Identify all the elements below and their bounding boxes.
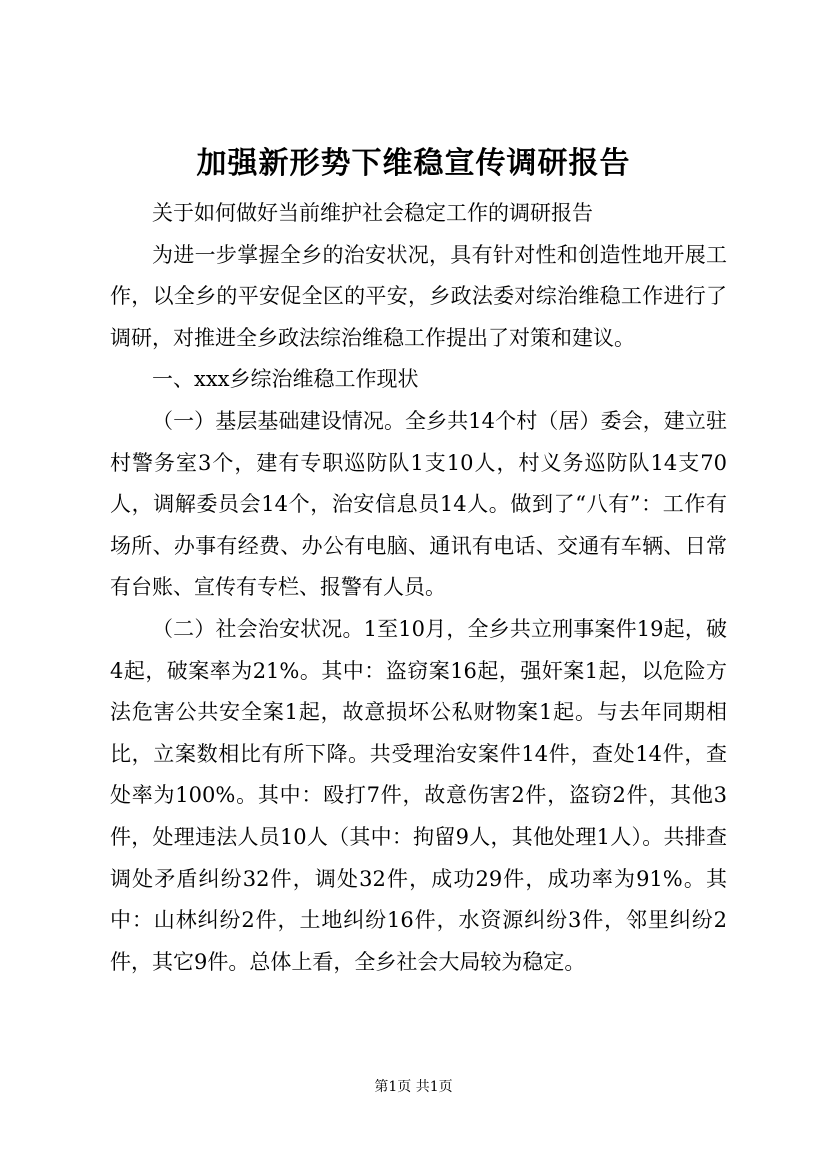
page-footer: 第1页 共1页 [374, 1079, 453, 1095]
subtitle-paragraph: 关于如何做好当前维护社会稳定工作的调研报告 [152, 201, 593, 225]
paragraph-infrastructure: （一）基层基础建设情况。全乡共14个村（居）委会，建立驻村警务室3个，建有专职巡防队1支10人，村义务巡防队14支70人，调解委员会14个，治安信息员14人。做到了“八有”：工作有场所、办事有经费、办公有电脑、通讯有电话、交通有车辆、日常有台账、宣传有专栏、报警有人员。 [110, 408, 727, 600]
section-heading: 一、xxx乡综治维稳工作现状 [152, 367, 419, 392]
document-title: 加强新形势下维稳宣传调研报告 [196, 146, 631, 181]
document-body [110, 193, 727, 983]
intro-paragraph: 为进一步掌握全乡的治安状况，具有针对性和创造性地开展工作，以全乡的平安促全区的平安，乡政法委对综治维稳工作进行了调研，对推进全乡政法综治维稳工作提出了对策和建议。 [110, 242, 727, 350]
paragraph-public-security: （二）社会治安状况。1至10月，全乡共立刑事案件19起，破4起，破案率为21%。其中：盗窃案16起，强奸案1起，以危险方法危害公共安全案1起，故意损坏公私财物案1起。与去年同期相比，立案数相比有所下降。共受理治安案件14件，查处14件，查处率为100%。其中：殴打7件，故意伤害2件，盗窃2件，其他3件，处理违法人员10人（其中：拘留9人，其他处理1人）。共排查调处矛盾纠纷32件，调处32件，成功29件，成功率为91%。其中：山林纠纷2件，土地纠纷16件，水资源纠纷3件，邻里纠纷2件，其它9件。总体上看，全乡社会大局较为稳定。 [110, 616, 727, 974]
